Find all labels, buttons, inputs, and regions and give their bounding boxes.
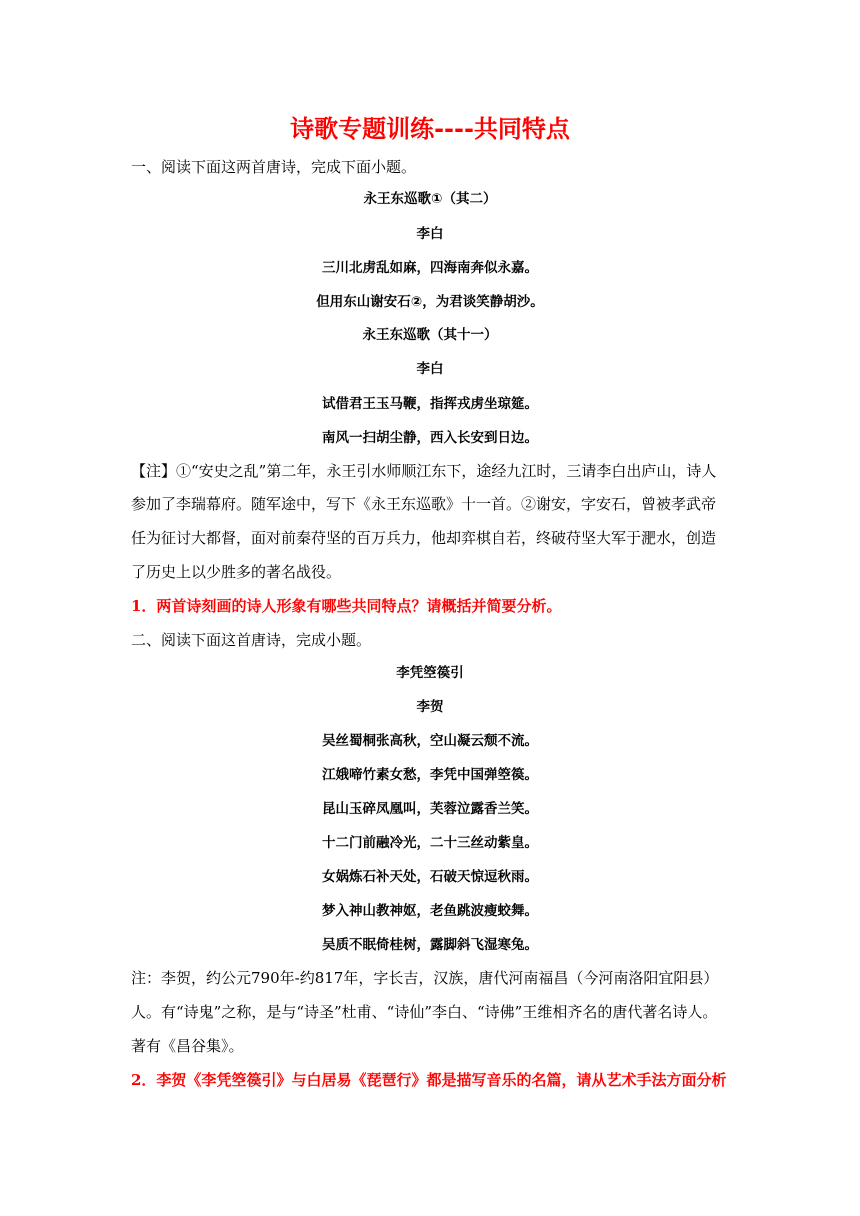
section2-note-line: 注：李贺，约公元790年-约817年，字长吉，汉族，唐代河南福昌（今河南洛阳宜阳县） [131, 969, 719, 987]
section2-note-line: 人。有“诗鬼”之称，是与“诗圣”杜甫、“诗仙”李白、“诗佛”王维相齐名的唐代著名诗人。 [131, 1003, 718, 1021]
poem3-line: 十二门前融冷光，二十三丝动紫皇。 [322, 835, 538, 851]
poem3-line: 吴质不眠倚桂树，露脚斜飞湿寒兔。 [322, 937, 538, 953]
poem1-line: 三川北虏乱如麻，四海南奔似永嘉。 [322, 260, 538, 276]
poem2-line: 南风一扫胡尘静，西入长安到日边。 [322, 430, 538, 446]
poem1-author: 李白 [416, 226, 444, 242]
poem3-line: 梦入神山教神妪，老鱼跳波瘦蛟舞。 [322, 903, 538, 919]
poem1-line: 但用东山谢安石②，为君谈笑静胡沙。 [316, 294, 544, 310]
poem2-line: 试借君王玉马鞭，指挥戎虏坐琼筵。 [322, 396, 538, 412]
page-title: 诗歌专题训练----共同特点 [290, 115, 570, 143]
section1-note-line: 任为征讨大都督，面对前秦苻坚的百万兵力，他却弈棋自若，终破苻坚大军于淝水，创造 [131, 529, 717, 547]
poem3-line: 昆山玉碎凤凰叫，芙蓉泣露香兰笑。 [322, 801, 538, 817]
poem1-title: 永王东巡歌①（其二） [363, 191, 497, 207]
poem3-title: 李凭箜篌引 [396, 665, 464, 681]
section1-note-line: 了历史上以少胜多的著名战役。 [131, 563, 342, 581]
poem3-author: 李贺 [416, 699, 444, 715]
section2-note-line: 著有《昌谷集》。 [131, 1037, 244, 1055]
section1-note-line: 【注】①“安史之乱”第二年，永王引水师顺江东下，途经九江时，三请李白出庐山，诗人 [131, 462, 717, 480]
question-1: 1．两首诗刻画的诗人形象有哪些共同特点？请概括并简要分析。 [131, 597, 562, 615]
section1-note-line: 参加了李瑞幕府。随军途中，写下《永王东巡歌》十一首。②谢安，字安石，曾被孝武帝 [131, 495, 717, 513]
question-2: 2．李贺《李凭箜篌引》与白居易《琵琶行》都是描写音乐的名篇，请从艺术手法方面分析 [131, 1071, 727, 1089]
poem3-line: 吴丝蜀桐张高秋，空山凝云颓不流。 [322, 733, 538, 749]
section1-intro: 一、阅读下面这两首唐诗，完成下面小题。 [131, 158, 417, 176]
section2-intro: 二、阅读下面这首唐诗，完成小题。 [131, 631, 372, 649]
poem3-line: 女娲炼石补天处，石破天惊逗秋雨。 [322, 869, 538, 885]
poem3-line: 江娥啼竹素女愁，李凭中国弹箜篌。 [322, 767, 538, 783]
poem2-title: 永王东巡歌（其十一） [362, 327, 498, 343]
poem2-author: 李白 [416, 361, 444, 377]
